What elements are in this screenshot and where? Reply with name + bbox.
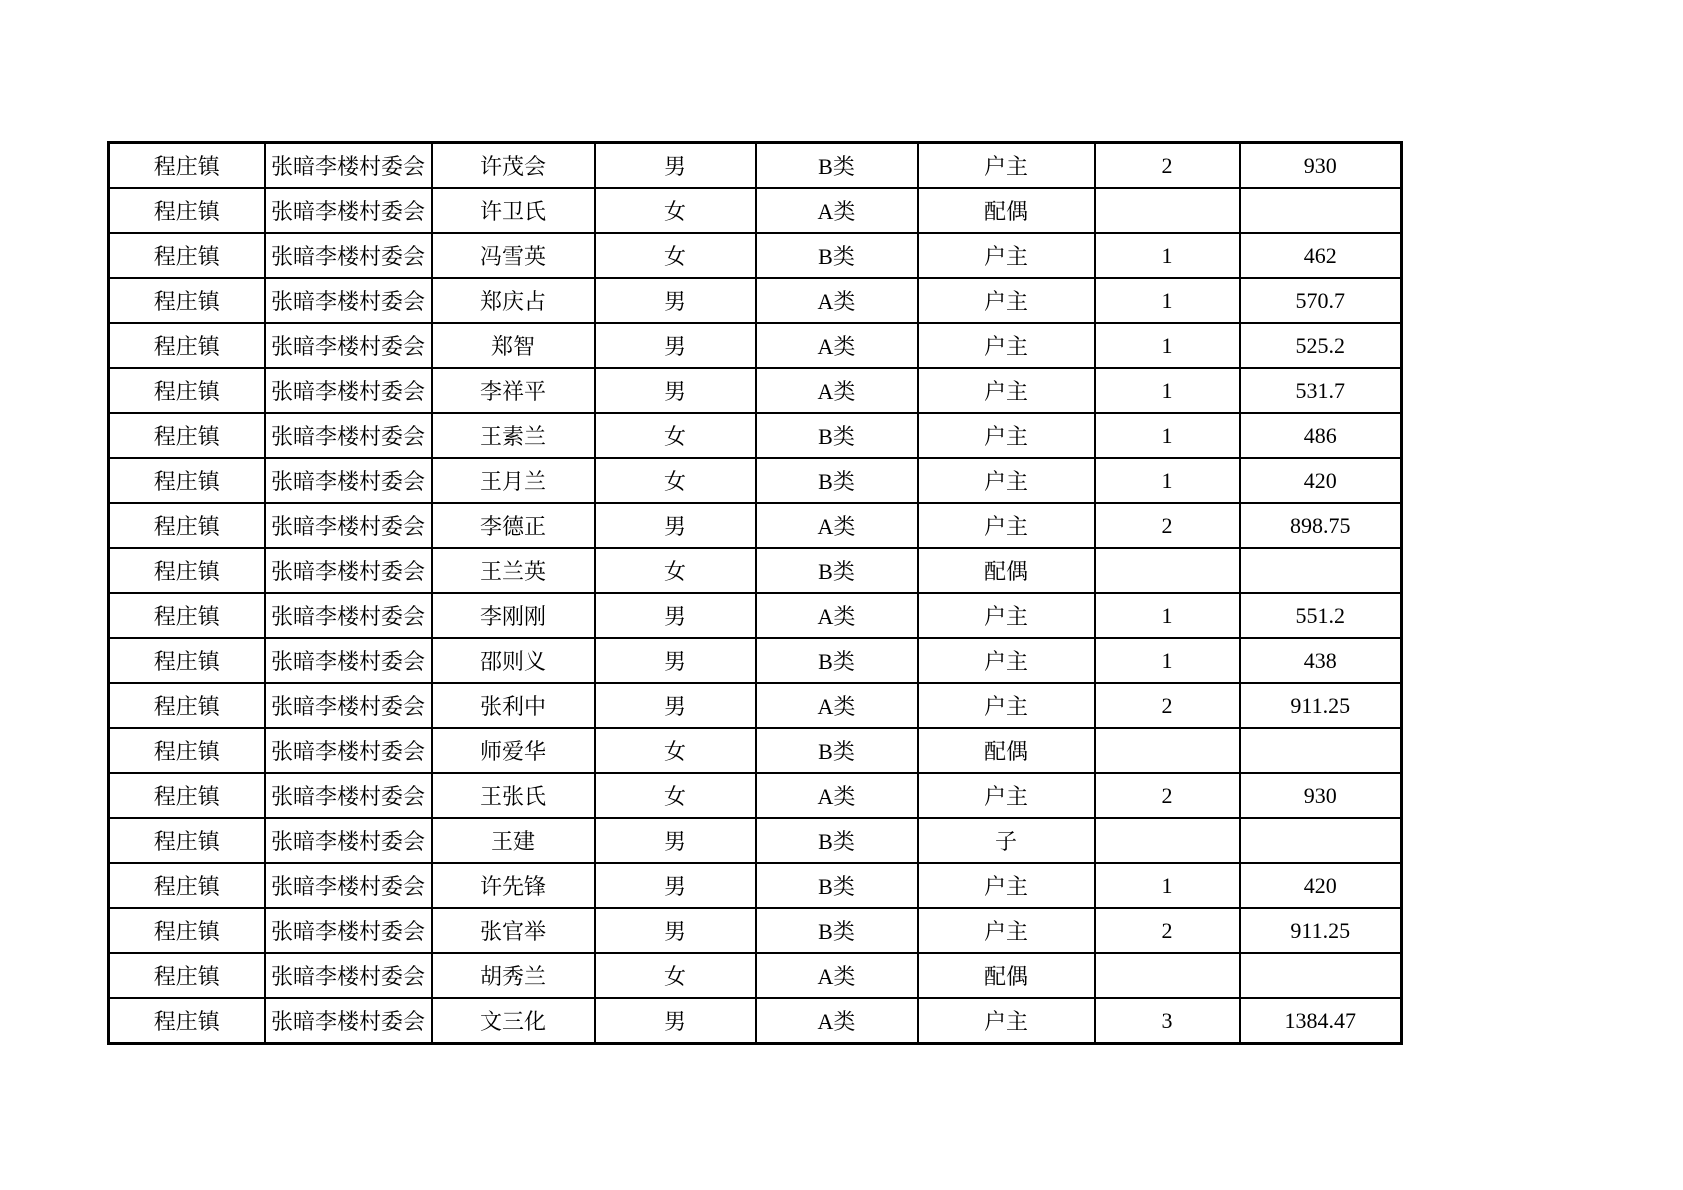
cell-relation: 户主 — [918, 368, 1095, 413]
cell-name: 李祥平 — [432, 368, 595, 413]
cell-name: 郑庆占 — [432, 278, 595, 323]
cell-count: 2 — [1095, 908, 1240, 953]
cell-relation: 户主 — [918, 503, 1095, 548]
cell-amount: 462 — [1240, 233, 1402, 278]
cell-count: 1 — [1095, 323, 1240, 368]
cell-town: 程庄镇 — [109, 908, 265, 953]
cell-name: 文三化 — [432, 998, 595, 1044]
cell-town: 程庄镇 — [109, 143, 265, 189]
table-row — [109, 908, 1402, 953]
table-row — [109, 233, 1402, 278]
cell-relation: 户主 — [918, 143, 1095, 189]
table-row — [109, 413, 1402, 458]
table-row — [109, 458, 1402, 503]
cell-category: A类 — [756, 773, 918, 818]
cell-name: 张官举 — [432, 908, 595, 953]
cell-gender: 女 — [595, 458, 756, 503]
cell-name: 许茂会 — [432, 143, 595, 189]
cell-name: 郑智 — [432, 323, 595, 368]
cell-category: B类 — [756, 728, 918, 773]
cell-town: 程庄镇 — [109, 728, 265, 773]
cell-amount: 930 — [1240, 143, 1402, 189]
cell-town: 程庄镇 — [109, 278, 265, 323]
cell-village: 张暗李楼村委会 — [265, 368, 432, 413]
cell-name: 李刚刚 — [432, 593, 595, 638]
cell-village: 张暗李楼村委会 — [265, 548, 432, 593]
table-row — [109, 773, 1402, 818]
cell-count — [1095, 953, 1240, 998]
cell-gender: 男 — [595, 323, 756, 368]
cell-town: 程庄镇 — [109, 323, 265, 368]
cell-gender: 男 — [595, 818, 756, 863]
cell-gender: 女 — [595, 413, 756, 458]
cell-category: A类 — [756, 188, 918, 233]
cell-count — [1095, 548, 1240, 593]
cell-town: 程庄镇 — [109, 188, 265, 233]
cell-village: 张暗李楼村委会 — [265, 143, 432, 189]
cell-town: 程庄镇 — [109, 368, 265, 413]
cell-amount: 486 — [1240, 413, 1402, 458]
cell-town: 程庄镇 — [109, 818, 265, 863]
cell-amount: 438 — [1240, 638, 1402, 683]
cell-name: 胡秀兰 — [432, 953, 595, 998]
cell-name: 王月兰 — [432, 458, 595, 503]
cell-town: 程庄镇 — [109, 638, 265, 683]
cell-count: 2 — [1095, 683, 1240, 728]
cell-count — [1095, 188, 1240, 233]
cell-relation: 户主 — [918, 593, 1095, 638]
cell-village: 张暗李楼村委会 — [265, 413, 432, 458]
cell-gender: 男 — [595, 998, 756, 1044]
cell-amount: 1384.47 — [1240, 998, 1402, 1044]
cell-count: 1 — [1095, 233, 1240, 278]
cell-name: 邵则义 — [432, 638, 595, 683]
cell-amount: 525.2 — [1240, 323, 1402, 368]
cell-relation: 配偶 — [918, 188, 1095, 233]
cell-category: B类 — [756, 908, 918, 953]
cell-village: 张暗李楼村委会 — [265, 593, 432, 638]
cell-gender: 男 — [595, 368, 756, 413]
cell-count — [1095, 728, 1240, 773]
cell-village: 张暗李楼村委会 — [265, 458, 432, 503]
cell-category: A类 — [756, 953, 918, 998]
cell-category: B类 — [756, 143, 918, 189]
cell-gender: 男 — [595, 503, 756, 548]
table-row — [109, 638, 1402, 683]
cell-relation: 户主 — [918, 638, 1095, 683]
cell-relation: 户主 — [918, 413, 1095, 458]
table-row — [109, 863, 1402, 908]
cell-village: 张暗李楼村委会 — [265, 683, 432, 728]
cell-town: 程庄镇 — [109, 953, 265, 998]
table-row — [109, 323, 1402, 368]
cell-village: 张暗李楼村委会 — [265, 638, 432, 683]
cell-category: A类 — [756, 323, 918, 368]
cell-gender: 男 — [595, 908, 756, 953]
cell-gender: 男 — [595, 638, 756, 683]
cell-relation: 配偶 — [918, 728, 1095, 773]
cell-count: 1 — [1095, 638, 1240, 683]
cell-amount: 911.25 — [1240, 908, 1402, 953]
cell-town: 程庄镇 — [109, 998, 265, 1044]
cell-count: 1 — [1095, 278, 1240, 323]
cell-count: 3 — [1095, 998, 1240, 1044]
cell-name: 王兰英 — [432, 548, 595, 593]
cell-name: 张利中 — [432, 683, 595, 728]
table-body — [109, 143, 1402, 1044]
table-row — [109, 953, 1402, 998]
table-row — [109, 503, 1402, 548]
cell-category: B类 — [756, 863, 918, 908]
cell-village: 张暗李楼村委会 — [265, 773, 432, 818]
cell-gender: 女 — [595, 548, 756, 593]
cell-category: A类 — [756, 503, 918, 548]
cell-count: 1 — [1095, 368, 1240, 413]
cell-gender: 女 — [595, 233, 756, 278]
table-row — [109, 278, 1402, 323]
table-row — [109, 368, 1402, 413]
cell-amount: 420 — [1240, 863, 1402, 908]
cell-village: 张暗李楼村委会 — [265, 503, 432, 548]
cell-relation: 子 — [918, 818, 1095, 863]
table-row — [109, 998, 1402, 1044]
cell-town: 程庄镇 — [109, 413, 265, 458]
cell-village: 张暗李楼村委会 — [265, 908, 432, 953]
cell-gender: 女 — [595, 728, 756, 773]
cell-relation: 户主 — [918, 233, 1095, 278]
cell-amount: 911.25 — [1240, 683, 1402, 728]
cell-amount — [1240, 188, 1402, 233]
cell-count: 1 — [1095, 413, 1240, 458]
cell-village: 张暗李楼村委会 — [265, 278, 432, 323]
cell-amount: 420 — [1240, 458, 1402, 503]
cell-amount: 898.75 — [1240, 503, 1402, 548]
cell-village: 张暗李楼村委会 — [265, 728, 432, 773]
cell-gender: 男 — [595, 593, 756, 638]
cell-category: B类 — [756, 413, 918, 458]
cell-count: 2 — [1095, 143, 1240, 189]
cell-category: A类 — [756, 683, 918, 728]
cell-count: 2 — [1095, 503, 1240, 548]
cell-gender: 男 — [595, 278, 756, 323]
cell-village: 张暗李楼村委会 — [265, 323, 432, 368]
table-row — [109, 818, 1402, 863]
cell-relation: 户主 — [918, 458, 1095, 503]
table-row — [109, 683, 1402, 728]
cell-category: A类 — [756, 278, 918, 323]
cell-category: B类 — [756, 818, 918, 863]
cell-village: 张暗李楼村委会 — [265, 188, 432, 233]
cell-count: 1 — [1095, 593, 1240, 638]
table-row — [109, 143, 1402, 189]
cell-category: B类 — [756, 638, 918, 683]
cell-village: 张暗李楼村委会 — [265, 818, 432, 863]
cell-category: A类 — [756, 368, 918, 413]
cell-gender: 男 — [595, 143, 756, 189]
cell-town: 程庄镇 — [109, 593, 265, 638]
cell-category: B类 — [756, 548, 918, 593]
cell-count: 1 — [1095, 863, 1240, 908]
cell-amount: 551.2 — [1240, 593, 1402, 638]
cell-amount: 531.7 — [1240, 368, 1402, 413]
cell-gender: 女 — [595, 188, 756, 233]
cell-town: 程庄镇 — [109, 548, 265, 593]
cell-name: 冯雪英 — [432, 233, 595, 278]
cell-village: 张暗李楼村委会 — [265, 953, 432, 998]
cell-town: 程庄镇 — [109, 458, 265, 503]
cell-relation: 户主 — [918, 278, 1095, 323]
cell-name: 许先锋 — [432, 863, 595, 908]
cell-amount: 570.7 — [1240, 278, 1402, 323]
cell-gender: 女 — [595, 773, 756, 818]
cell-name: 许卫氏 — [432, 188, 595, 233]
cell-amount — [1240, 818, 1402, 863]
cell-relation: 配偶 — [918, 548, 1095, 593]
cell-town: 程庄镇 — [109, 233, 265, 278]
cell-relation: 户主 — [918, 683, 1095, 728]
cell-relation: 户主 — [918, 323, 1095, 368]
cell-gender: 女 — [595, 953, 756, 998]
cell-name: 王素兰 — [432, 413, 595, 458]
cell-village: 张暗李楼村委会 — [265, 233, 432, 278]
cell-name: 师爱华 — [432, 728, 595, 773]
cell-name: 王建 — [432, 818, 595, 863]
cell-count: 1 — [1095, 458, 1240, 503]
cell-count: 2 — [1095, 773, 1240, 818]
cell-amount — [1240, 548, 1402, 593]
cell-relation: 户主 — [918, 998, 1095, 1044]
table-row — [109, 593, 1402, 638]
cell-relation: 户主 — [918, 863, 1095, 908]
cell-amount — [1240, 728, 1402, 773]
cell-gender: 男 — [595, 863, 756, 908]
cell-town: 程庄镇 — [109, 773, 265, 818]
cell-relation: 户主 — [918, 908, 1095, 953]
table-row — [109, 548, 1402, 593]
cell-village: 张暗李楼村委会 — [265, 863, 432, 908]
table-row — [109, 728, 1402, 773]
cell-relation: 户主 — [918, 773, 1095, 818]
cell-name: 李德正 — [432, 503, 595, 548]
cell-town: 程庄镇 — [109, 503, 265, 548]
cell-relation: 配偶 — [918, 953, 1095, 998]
cell-category: B类 — [756, 458, 918, 503]
cell-gender: 男 — [595, 683, 756, 728]
cell-name: 王张氏 — [432, 773, 595, 818]
data-table — [107, 141, 1403, 1045]
cell-amount: 930 — [1240, 773, 1402, 818]
table-row — [109, 188, 1402, 233]
cell-town: 程庄镇 — [109, 683, 265, 728]
cell-category: A类 — [756, 593, 918, 638]
cell-category: A类 — [756, 998, 918, 1044]
cell-amount — [1240, 953, 1402, 998]
cell-village: 张暗李楼村委会 — [265, 998, 432, 1044]
cell-town: 程庄镇 — [109, 863, 265, 908]
cell-category: B类 — [756, 233, 918, 278]
cell-count — [1095, 818, 1240, 863]
